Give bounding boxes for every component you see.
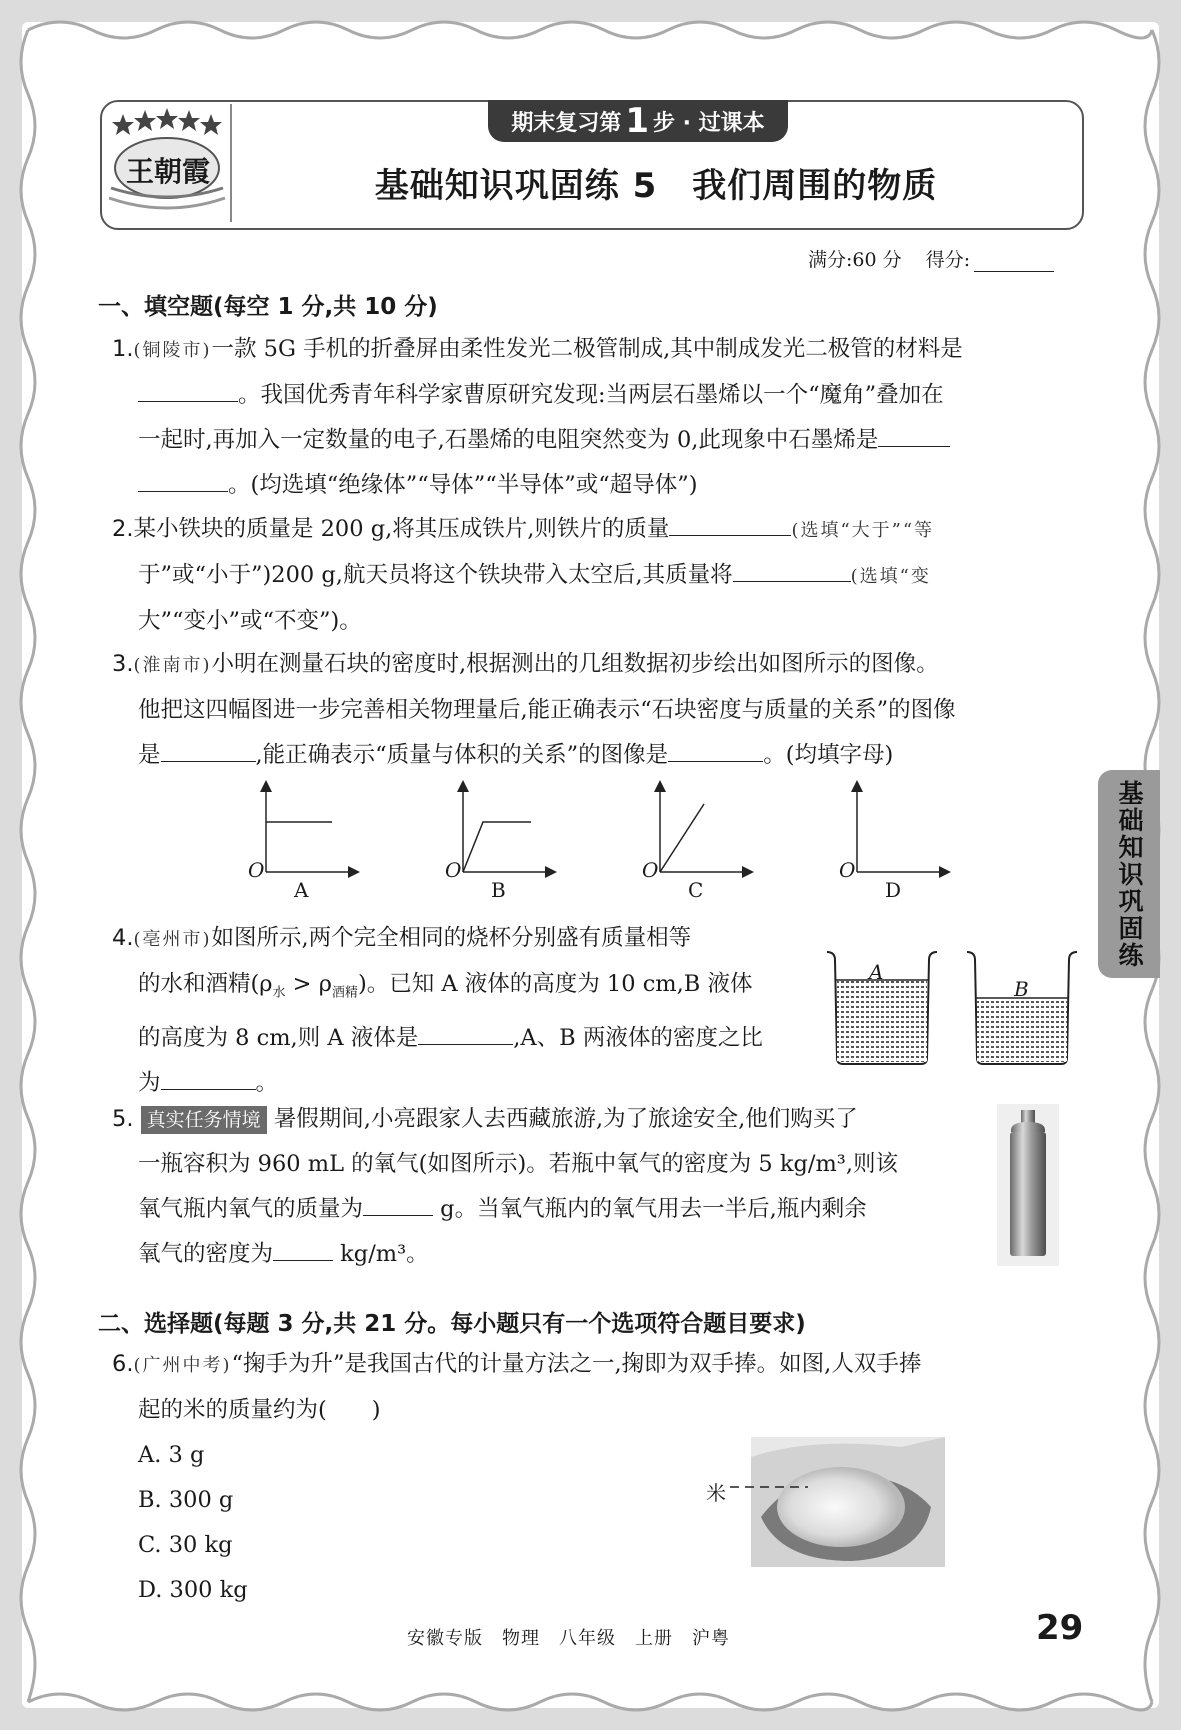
q4-line3a: 的高度为 8 cm,则 A 液体是 xyxy=(138,1024,419,1051)
q4-line2b: )。已知 A 液体的高度为 10 cm,B 液体 xyxy=(357,971,753,997)
task-context-badge: 真实任务情境 xyxy=(141,1106,267,1134)
rice-hands-image xyxy=(751,1437,945,1567)
question-4 xyxy=(112,916,812,1106)
q4-sub-water: 水 xyxy=(272,985,286,1001)
q3-number: 3. xyxy=(112,651,134,677)
step-tab-number: 1 xyxy=(625,101,649,141)
beaker-a-label: A xyxy=(869,960,884,984)
q2-number: 2. xyxy=(112,516,134,542)
q3-line3c: 。(均填字母) xyxy=(763,742,894,768)
q1-line4: 。(均选填“绝缘体”“导体”“半导体”或“超导体”) xyxy=(228,472,698,498)
q4-line2a: 的水和酒精(ρ xyxy=(138,971,273,997)
q4-blank-1[interactable] xyxy=(418,1018,513,1045)
question-2 xyxy=(112,507,1082,644)
page-title: 基础知识巩固练 5 我们周围的物质 xyxy=(374,166,938,206)
q3-line2: 他把这四幅图进一步完善相关物理量后,能正确表示“石块密度与质量的关系”的图像 xyxy=(138,697,956,723)
q1-line1: 一款 5G 手机的折叠屏由柔性发光二极管制成,其中制成发光二极管的材料是 xyxy=(211,336,963,362)
q5-line2: 一瓶容积为 960 mL 的氧气(如图所示)。若瓶中氧气的密度为 5 kg/m³,则该 xyxy=(138,1151,898,1177)
q4-sub-alcohol: 酒精 xyxy=(331,985,358,1001)
q5-blank-1[interactable] xyxy=(363,1189,433,1216)
step-tab-post: 步 · 过课本 xyxy=(653,110,765,136)
question-5 xyxy=(112,1097,992,1277)
q6-option-a[interactable]: A. 3 g xyxy=(138,1442,205,1468)
question-3 xyxy=(112,642,1082,778)
q5-number: 5. xyxy=(112,1106,134,1132)
rice-label-leader xyxy=(730,1482,810,1492)
graph-c-label: C xyxy=(688,878,704,902)
q6-option-d[interactable]: D. 300 kg xyxy=(138,1577,248,1603)
score-label: 得分: xyxy=(925,249,971,271)
beaker-b-label: B xyxy=(1014,977,1029,1001)
q1-blank-1[interactable] xyxy=(138,375,238,402)
step-tab xyxy=(488,100,788,142)
q4-line3b: ,A、B 两液体的密度之比 xyxy=(513,1024,763,1051)
graph-a-origin: O xyxy=(248,858,265,882)
q4-blank-2[interactable] xyxy=(161,1063,256,1090)
q1-line2: 。我国优秀青年科学家曹原研究发现:当两层石墨烯以一个“魔角”叠加在 xyxy=(238,382,944,408)
q5-line3b: g。当氧气瓶内的氧气用去一半后,瓶内剩余 xyxy=(440,1196,867,1222)
graph-a-label: A xyxy=(294,878,309,902)
q2-blank-2[interactable] xyxy=(733,555,851,582)
q4-line1: 如图所示,两个完全相同的烧杯分别盛有质量相等 xyxy=(211,925,692,951)
q4-line4b: 。 xyxy=(255,1069,279,1096)
q3-source: (淮南市) xyxy=(133,655,212,676)
q5-blank-2[interactable] xyxy=(273,1234,333,1261)
q3-line3b: ,能正确表示“质量与体积的关系”的图像是 xyxy=(255,742,669,768)
rice-label: 米 xyxy=(706,1481,726,1505)
q2-blank-1[interactable] xyxy=(669,509,791,536)
beakers-figure xyxy=(825,950,1085,1070)
brand-logo-text: 王朝霞 xyxy=(125,155,210,188)
q3-blank-1[interactable] xyxy=(161,735,256,762)
q1-number: 1. xyxy=(112,336,134,362)
q6-line1: “掬手为升”是我国古代的计量方法之一,掬即为双手捧。如图,人双手捧 xyxy=(231,1351,922,1377)
q2-line3: 大”“变小”或“不变”)。 xyxy=(138,608,362,634)
q1-blank-2b[interactable] xyxy=(138,465,228,492)
graph-d-origin: O xyxy=(839,858,856,882)
q2-line1a: 某小铁块的质量是 200 g,将其压成铁片,则铁片的质量 xyxy=(133,516,670,542)
q3-line3a: 是 xyxy=(138,742,161,768)
q2-line2b: (选填“变 xyxy=(850,566,931,587)
q4-gt: > ρ xyxy=(285,971,332,997)
q6-number: 6. xyxy=(112,1351,134,1377)
q6-line2: 起的米的质量约为( ) xyxy=(138,1397,381,1423)
q5-line4a: 氧气的密度为 xyxy=(138,1241,274,1267)
side-tab-label: 基础知识巩固练 xyxy=(1115,779,1144,969)
q5-line1: 暑假期间,小亮跟家人去西藏旅游,为了旅途安全,他们购买了 xyxy=(273,1106,858,1132)
full-score: 满分:60 分 xyxy=(808,249,902,271)
score-blank[interactable] xyxy=(974,253,1054,272)
q6-option-b[interactable]: B. 300 g xyxy=(138,1487,234,1513)
q2-line2a: 于”或“小于”)200 g,航天员将这个铁块带入太空后,其质量将 xyxy=(138,562,733,588)
question-1 xyxy=(112,327,1082,508)
score-line xyxy=(808,245,1054,272)
q3-blank-2[interactable] xyxy=(668,735,763,762)
oxygen-bottle-image xyxy=(997,1104,1059,1266)
graph-d-label: D xyxy=(885,878,902,902)
q4-number: 4. xyxy=(112,925,134,951)
q5-line3a: 氧气瓶内氧气的质量为 xyxy=(138,1196,364,1222)
page-number: 29 xyxy=(1036,1608,1084,1648)
section-fill-blank-heading: 一、填空题(每空 1 分,共 10 分) xyxy=(98,294,438,320)
q6-option-c[interactable]: C. 30 kg xyxy=(138,1532,233,1558)
q3-line1: 小明在测量石块的密度时,根据测出的几组数据初步绘出如图所示的图像。 xyxy=(211,651,939,677)
side-tab xyxy=(1098,770,1160,978)
q2-line1b: (选填“大于”“等 xyxy=(791,520,935,541)
q5-line4b: kg/m³。 xyxy=(340,1241,429,1267)
question-6 xyxy=(112,1342,1082,1433)
q4-line4a: 为 xyxy=(138,1069,161,1096)
section-choice-heading: 二、选择题(每题 3 分,共 21 分。每小题只有一个选项符合题目要求) xyxy=(98,1311,806,1337)
q1-blank-2a[interactable] xyxy=(878,420,950,447)
q1-line3: 一起时,再加入一定数量的电子,石墨烯的电阻突然变为 0,此现象中石墨烯是 xyxy=(138,427,879,453)
graph-b-label: B xyxy=(491,878,506,902)
q4-source: (亳州市) xyxy=(133,929,212,950)
graph-b-origin: O xyxy=(445,858,462,882)
q1-source: (铜陵市) xyxy=(133,340,212,361)
step-tab-pre: 期末复习第 xyxy=(511,110,622,136)
q6-source: (广州中考) xyxy=(133,1355,232,1376)
graph-c-origin: O xyxy=(642,858,659,882)
footer-edition: 安徽专版 物理 八年级 上册 沪粤 xyxy=(407,1628,730,1649)
